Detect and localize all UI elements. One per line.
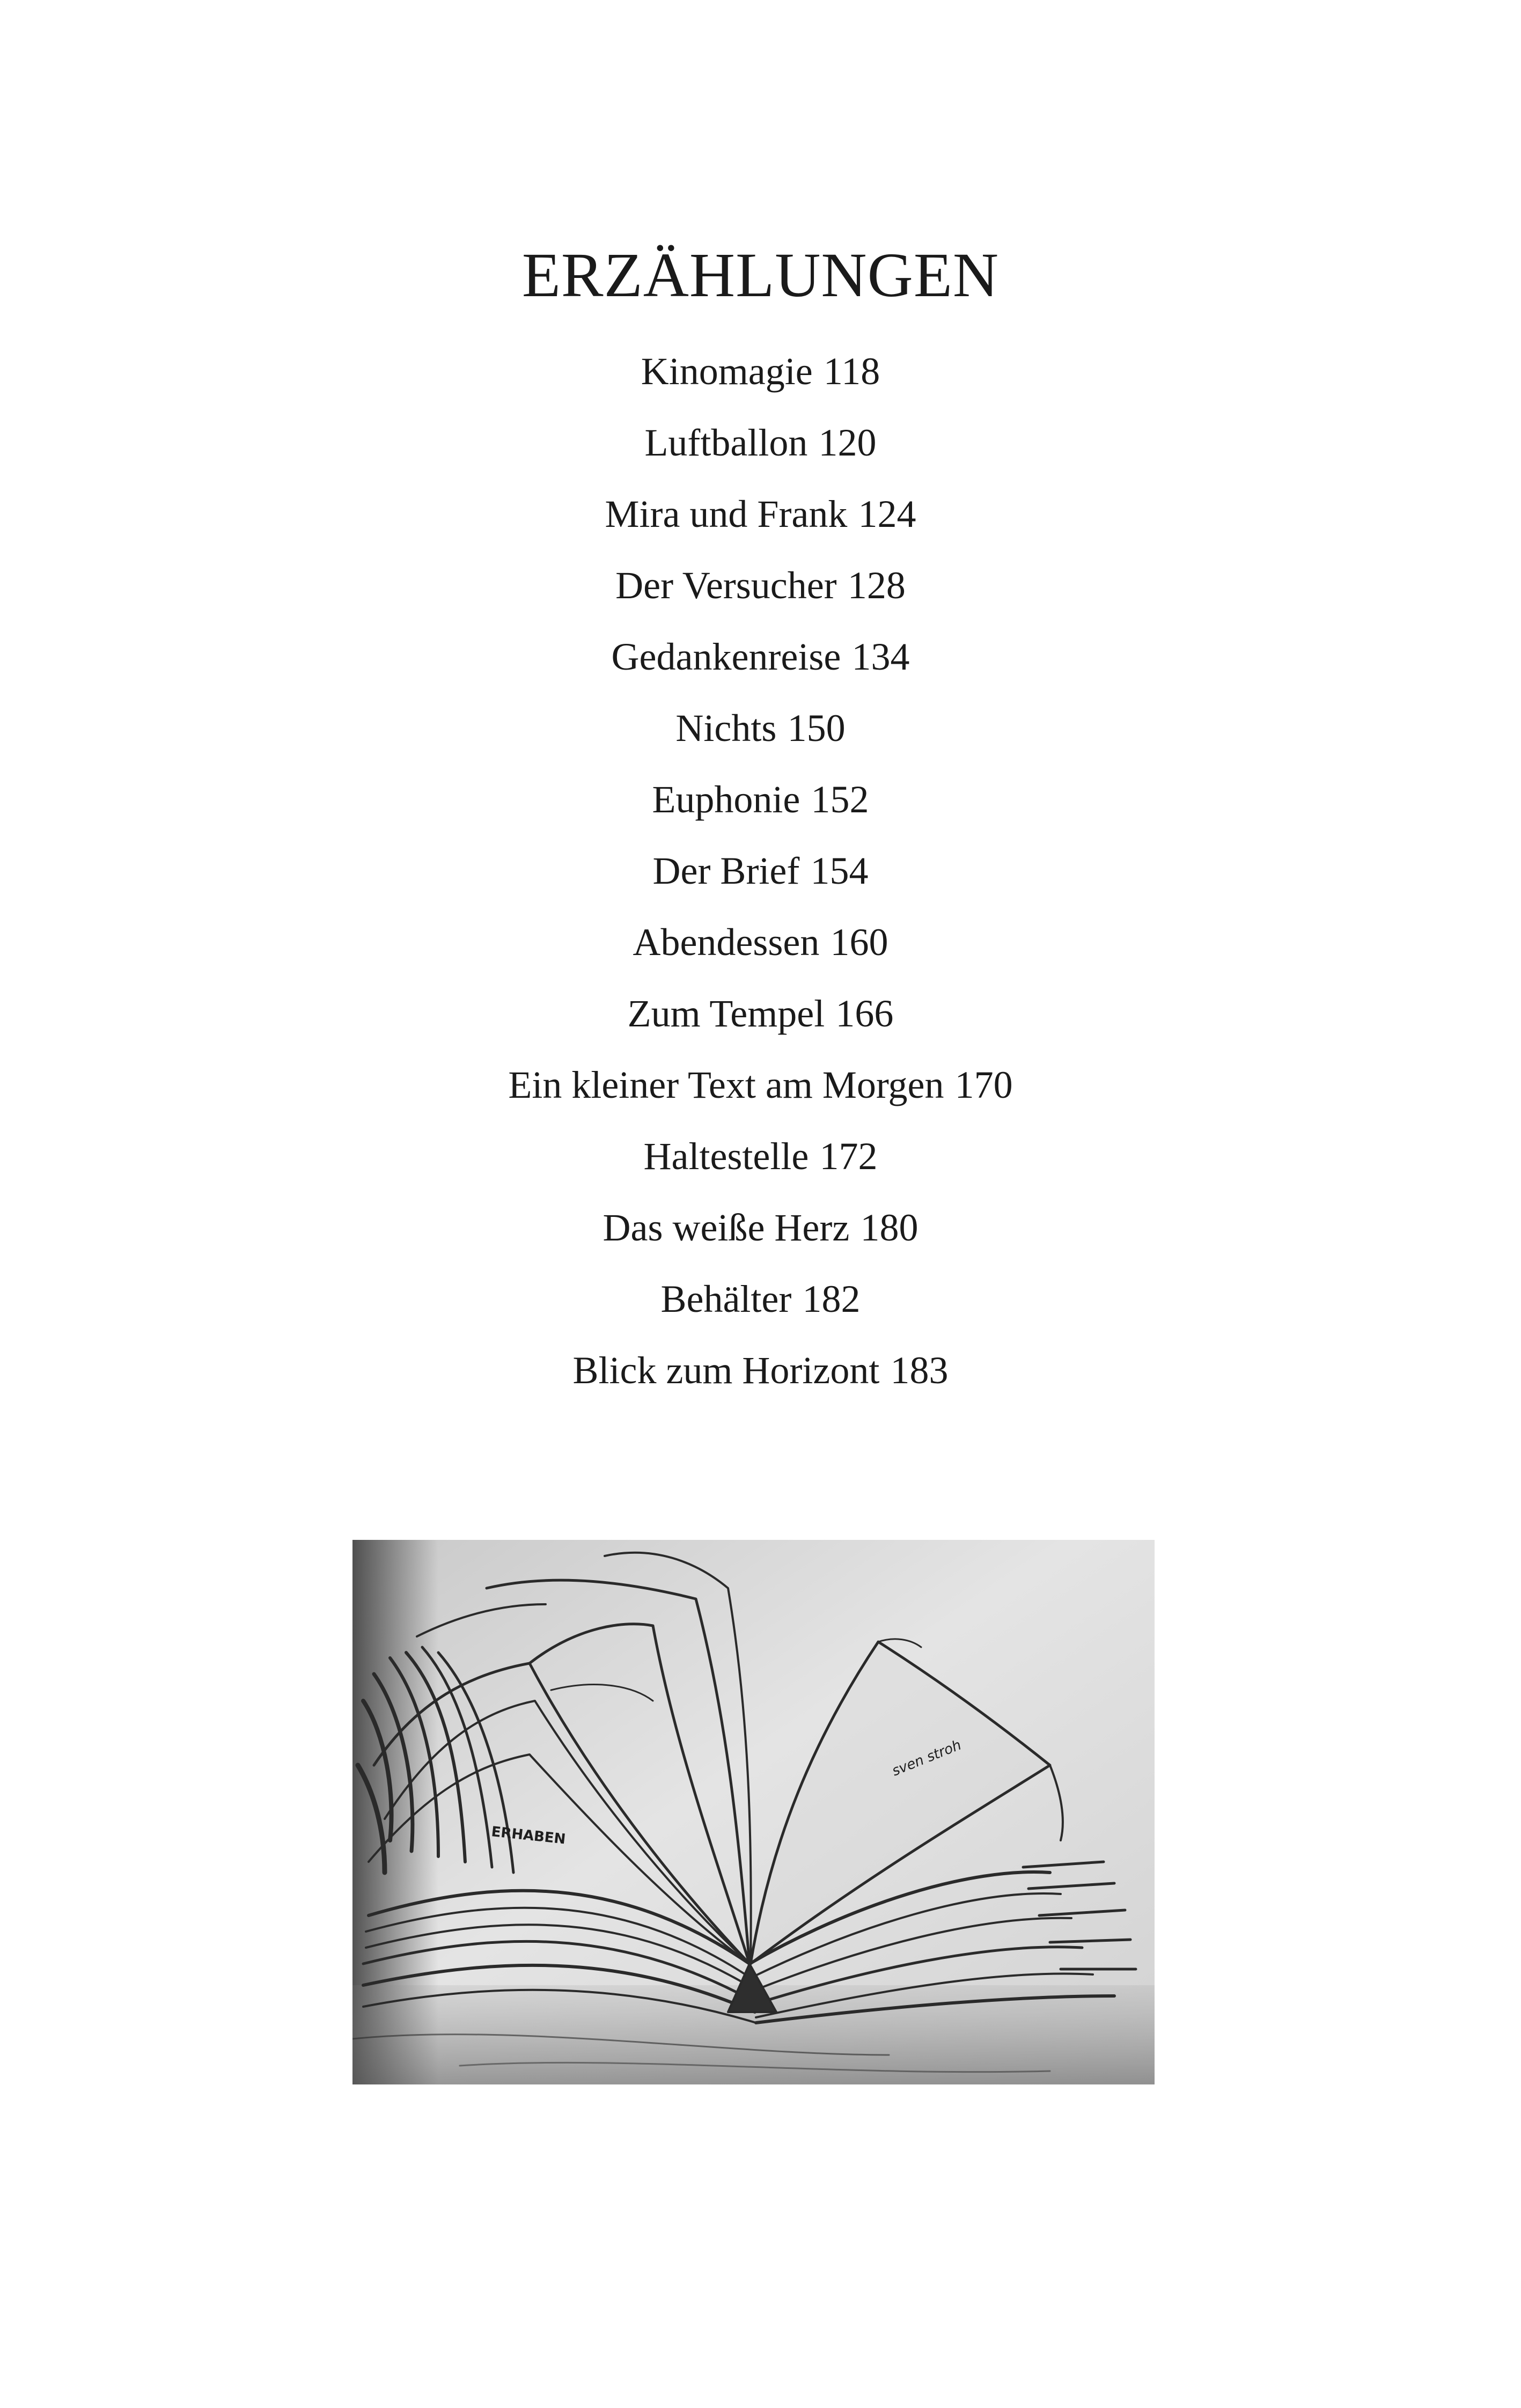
- toc-entry: [0, 336, 1521, 407]
- entry-page-number: 128: [847, 564, 906, 607]
- entry-title: Das weiße Herz: [602, 1206, 850, 1249]
- entry-page-number: 182: [802, 1278, 861, 1320]
- entry-title: Gedankenreise: [611, 635, 841, 678]
- toc-entry: [0, 407, 1521, 479]
- toc-entry: [0, 550, 1521, 621]
- entry-page-number: 152: [811, 778, 869, 821]
- entry-page-number: 183: [890, 1349, 949, 1392]
- toc-entry: [0, 1264, 1521, 1335]
- toc-entry: [0, 835, 1521, 907]
- entry-page-number: 154: [810, 849, 869, 892]
- entry-title: Nichts: [675, 707, 777, 750]
- entry-page-number: 166: [835, 992, 894, 1035]
- open-book-sketch: [352, 1540, 1155, 2084]
- toc-entry: [0, 1049, 1521, 1121]
- entry-title: Ein kleiner Text am Morgen: [508, 1063, 944, 1106]
- entry-title: Behälter: [660, 1278, 792, 1320]
- entry-page-number: 150: [787, 707, 846, 750]
- sketch-drawing: [352, 1540, 1155, 2084]
- entry-page-number: 134: [851, 635, 910, 678]
- entry-title: Blick zum Horizont: [572, 1349, 880, 1392]
- entry-title: Mira und Frank: [605, 493, 848, 535]
- toc-entry: [0, 1192, 1521, 1264]
- entry-title: Luftballon: [644, 421, 808, 464]
- toc-entry: [0, 479, 1521, 550]
- toc-entry: [0, 1335, 1521, 1406]
- toc-entry: [0, 978, 1521, 1049]
- table-of-contents: [0, 336, 1521, 1406]
- entry-title: Zum Tempel: [627, 992, 825, 1035]
- entry-page-number: 124: [858, 493, 916, 535]
- entry-page-number: 160: [830, 921, 888, 964]
- entry-page-number: 172: [819, 1135, 878, 1178]
- entry-page-number: 170: [954, 1063, 1013, 1106]
- entry-page-number: 180: [860, 1206, 919, 1249]
- section-title: ERZÄHLUNGEN: [521, 240, 1000, 310]
- entry-title: Abendessen: [633, 921, 820, 964]
- book-title-lettering: ERHABEN: [490, 1824, 567, 1848]
- entry-title: Kinomagie: [641, 350, 813, 393]
- toc-entry: [0, 907, 1521, 978]
- entry-title: Der Brief: [652, 849, 800, 892]
- entry-title: Euphonie: [652, 778, 800, 821]
- artist-signature: sven stroh: [890, 1737, 964, 1780]
- entry-title: Haltestelle: [643, 1135, 809, 1178]
- entry-page-number: 118: [823, 350, 880, 393]
- toc-entry: [0, 764, 1521, 835]
- toc-entry: [0, 693, 1521, 764]
- entry-title: Der Versucher: [615, 564, 837, 607]
- toc-entry: [0, 1121, 1521, 1192]
- entry-page-number: 120: [818, 421, 877, 464]
- toc-entry: [0, 621, 1521, 693]
